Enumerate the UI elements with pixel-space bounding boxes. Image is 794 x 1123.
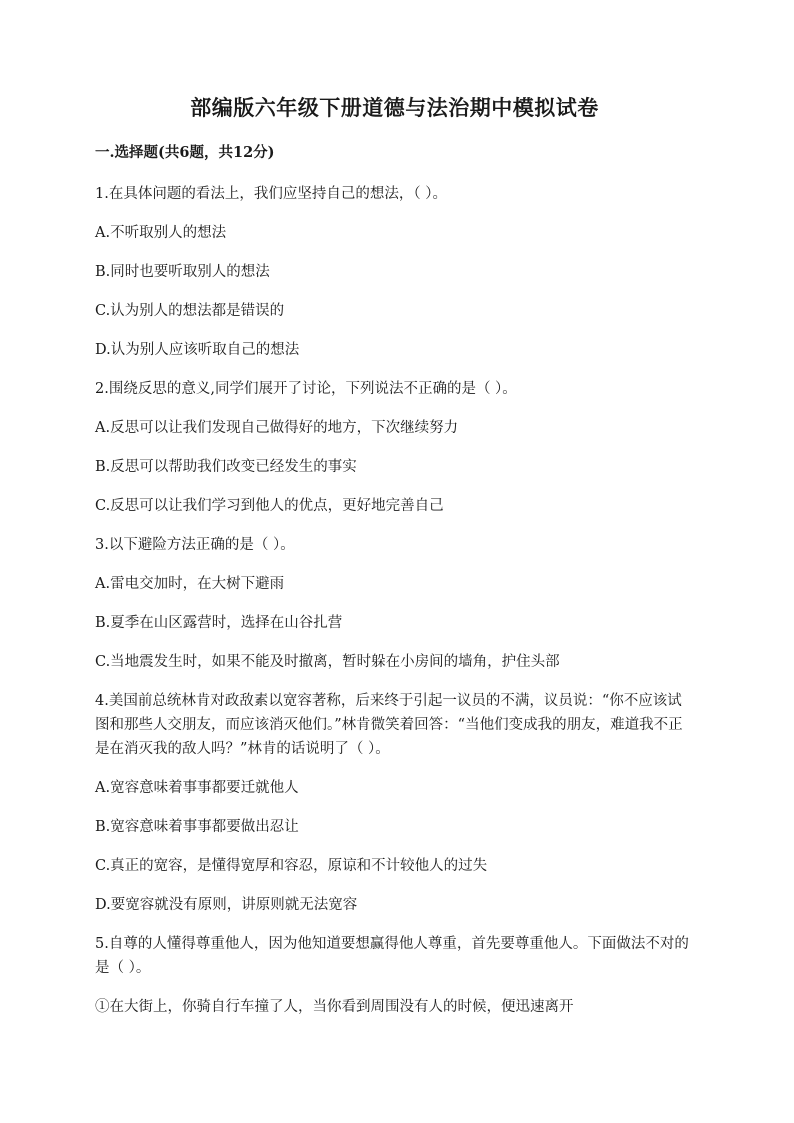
question-3-option-c: C.当地震发生时，如果不能及时撤离，暂时躲在小房间的墙角，护住头部: [95, 653, 560, 670]
question-1-stem: 1.在具体问题的看法上，我们应坚持自己的想法，（ ）。: [95, 185, 447, 202]
question-2-stem: 2.围绕反思的意义,同学们展开了讨论，下列说法不正确的是（ ）。: [95, 380, 517, 397]
question-2-option-b: B.反思可以帮助我们改变已经发生的事实: [95, 458, 357, 475]
question-1-option-a: A.不听取别人的想法: [95, 224, 227, 241]
question-4-option-d: D.要宽容就没有原则，讲原则就无法宽容: [95, 896, 358, 913]
question-3-option-b: B.夏季在山区露营时，选择在山谷扎营: [95, 614, 343, 631]
question-4-option-c: C.真正的宽容，是懂得宽厚和容忍，原谅和不计较他人的过失: [95, 857, 488, 874]
question-1-option-b: B.同时也要听取别人的想法: [95, 263, 270, 280]
question-2-option-c: C.反思可以让我们学习到他人的优点，更好地完善自己: [95, 497, 444, 514]
question-5-item-1: ①在大街上，你骑自行车撞了人，当你看到周围没有人的时候，便迅速离开: [95, 998, 574, 1015]
page-title: 部编版六年级下册道德与法治期中模拟试卷: [190, 95, 599, 120]
question-3-option-a: A.雷电交加时，在大树下避雨: [95, 575, 285, 592]
question-4-option-b: B.宽容意味着事事都要做出忍让: [95, 818, 299, 835]
question-4-option-a: A.宽容意味着事事都要迁就他人: [95, 779, 299, 796]
section-heading: 一.选择题(共6题，共12分): [95, 144, 275, 162]
question-3-stem: 3.以下避险方法正确的是（ ）。: [95, 536, 295, 553]
question-4-stem: 4.美国前总统林肯对政敌素以宽容著称，后来终于引起一议员的不满，议员说：“你不应该试图和那些人交朋友，而应该消灭他们。”林肯微笑着回答：“当他们变成我的朋友，难道我不正是在消灭我的敌人吗？”林肯的话说明了（ ）。: [95, 692, 683, 757]
question-1-option-d: D.认为别人应该听取自己的想法: [95, 341, 300, 358]
question-5-stem: 5.自尊的人懂得尊重他人，因为他知道要想赢得他人尊重，首先要尊重他人。下面做法不对的是（ ）。: [95, 935, 689, 976]
question-1-option-c: C.认为别人的想法都是错误的: [95, 302, 285, 319]
question-2-option-a: A.反思可以让我们发现自己做得好的地方，下次继续努力: [95, 419, 459, 436]
